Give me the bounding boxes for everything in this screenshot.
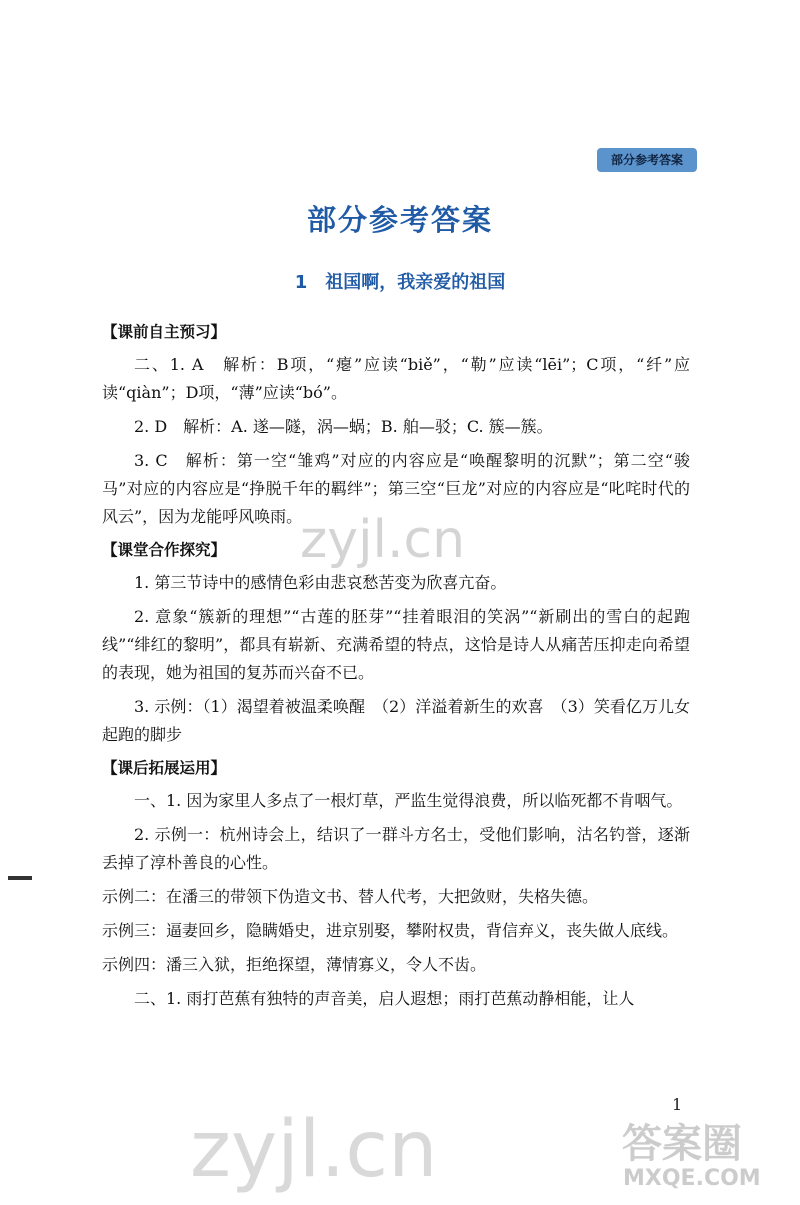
section-heading: 【课后拓展运用】: [102, 759, 227, 777]
answer-paragraph: 3. C 解析：第一空“雏鸡”对应的内容应是“唤醒黎明的沉默”；第二空“骏马”对应的内容应是“挣脱千年的羁绊”；第三空“巨龙”对应的内容应是“叱咤时代的风云”，因为龙能呼风唤雨。: [102, 451, 690, 526]
section-heading: 【课堂合作探究】: [102, 541, 227, 559]
answer-paragraph: 示例四：潘三入狱，拒绝探望，薄情寡义，令人不齿。: [102, 955, 487, 974]
answer-paragraph: 示例三：逼妻回乡，隐瞒婚史，进京别娶，攀附权贵，背信弃义，丧失做人底线。: [102, 921, 679, 940]
answer-paragraph: 1. 第三节诗中的感情色彩由悲哀愁苦变为欣喜亢奋。: [134, 573, 507, 592]
answer-content: [102, 316, 690, 1016]
answer-paragraph: 2. 意象“簇新的理想”“古莲的胚芽”“挂着眼泪的笑涡”“新刷出的雪白的起跑线”“绯红的黎明”，都具有崭新、充满希望的特点，这恰是诗人从痛苦压抑走向希望的表现，她为祖国的复苏而兴奋不已。: [102, 607, 690, 682]
page-title: 部分参考答案: [306, 203, 493, 237]
lesson-number: 1: [294, 272, 308, 293]
answer-paragraph: 2. D 解析：A. 遂—隧，涡—蜗；B. 舶—驳；C. 簇—簇。: [134, 417, 553, 436]
watermark-site: MXQE.COM: [623, 1166, 761, 1191]
section-extension: [102, 752, 690, 1016]
page-number: 1: [672, 1095, 683, 1114]
watermark-logo: 答案圈: [622, 1121, 742, 1167]
answer-paragraph: 示例二：在潘三的带领下伪造文书、替人代考，大把敛财，失格失德。: [102, 887, 599, 906]
section-preview: [102, 316, 690, 534]
answer-paragraph: 二、1. 雨打芭蕉有独特的声音美，启人遐想；雨打芭蕉动静相能，让人: [134, 989, 635, 1008]
watermark-mid: zyjl.cn: [300, 510, 466, 570]
answer-paragraph: 2. 示例一：杭州诗会上，结识了一群斗方名士，受他们影响，沽名钓誉，逐渐丢掉了淳朴善良的心性。: [102, 825, 690, 872]
section-heading: 【课前自主预习】: [102, 323, 227, 341]
answer-paragraph: 3. 示例：（1）渴望着被温柔唤醒 （2）洋溢着新生的欢喜 （3）笑看亿万儿女起跑的脚步: [102, 697, 690, 744]
section-classroom: [102, 534, 690, 752]
watermark-bottom: zyjl.cn: [190, 1105, 438, 1195]
header-tag: 部分参考答案: [597, 148, 697, 172]
margin-mark: [8, 876, 32, 880]
answer-paragraph: 二、1. A 解析：B项，“瘪”应读“biě”，“勒”应读“lēi”；C项，“纤”应读“qiàn”；D项，“薄”应读“bó”。: [102, 355, 690, 402]
lesson-name: 祖国啊，我亲爱的祖国: [325, 272, 506, 293]
answer-paragraph: 一、1. 因为家里人多点了一根灯草，严监生觉得浪费，所以临死都不肯咽气。: [134, 791, 683, 810]
lesson-title: [0, 268, 800, 294]
